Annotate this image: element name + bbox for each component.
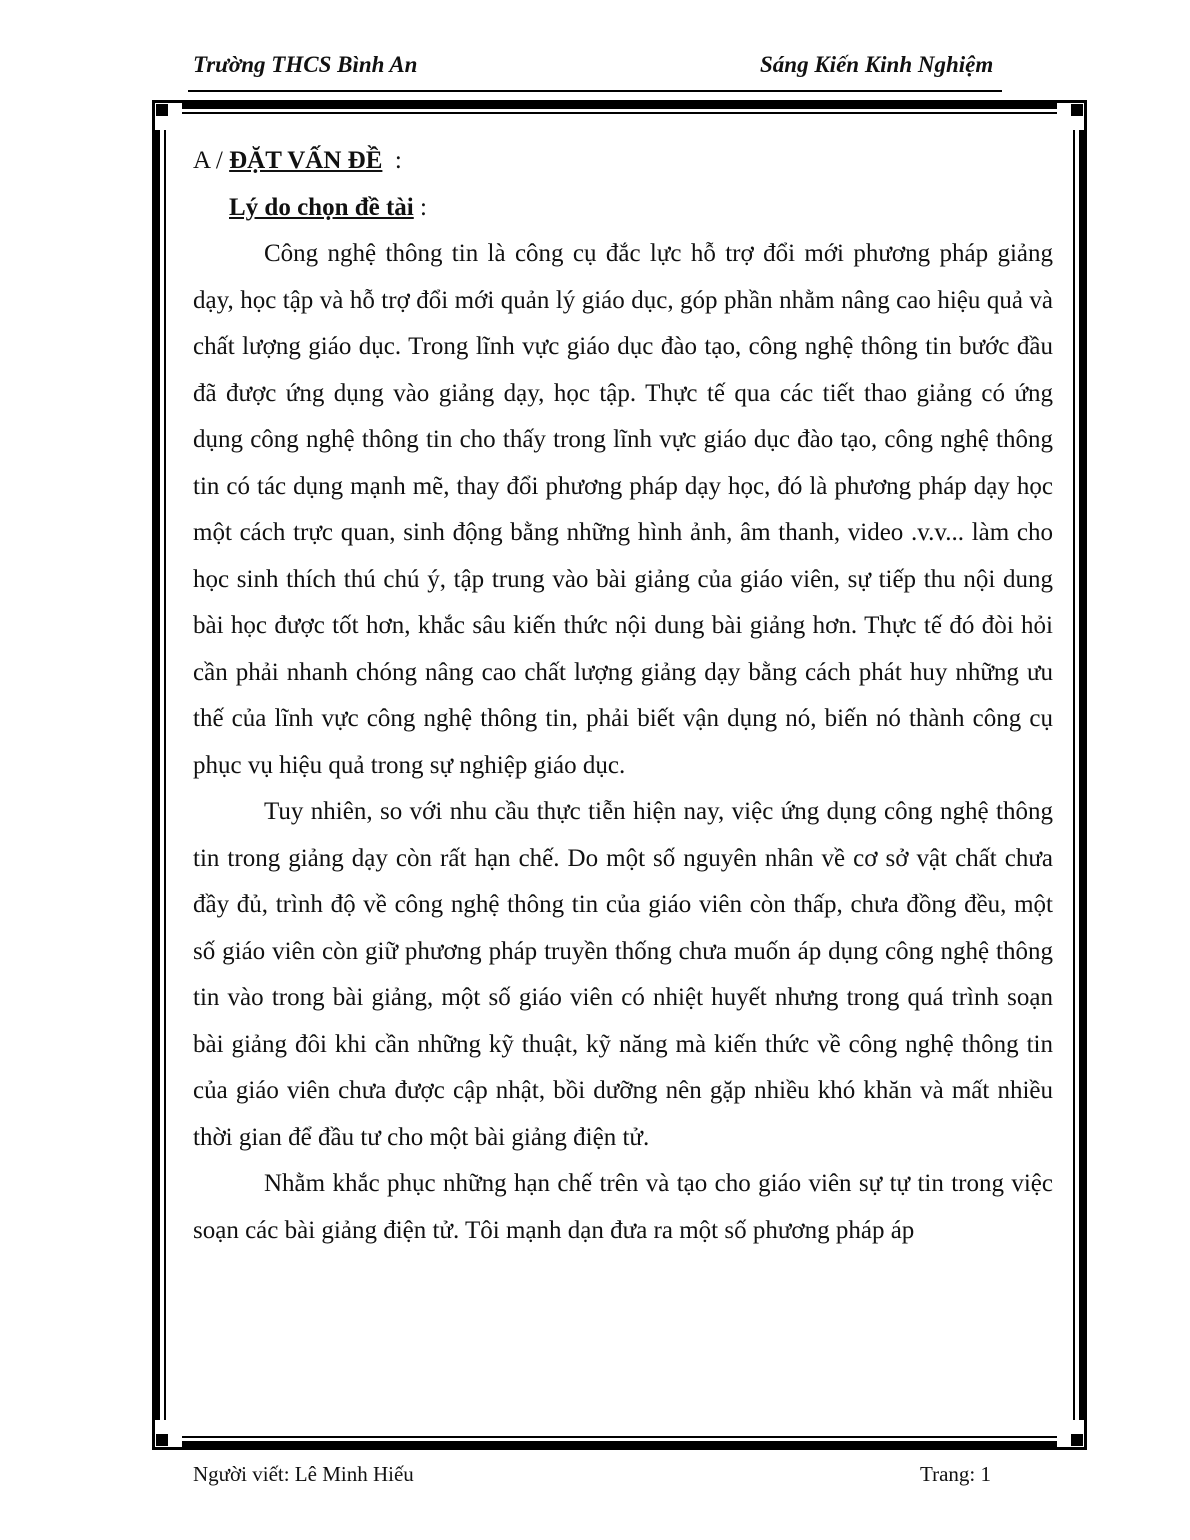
paragraph-3: Nhằm khắc phục những hạn chế trên và tạo cho giáo viên sự tự tin trong việc soạn các bài giảng điện tử. Tôi mạnh dạn đưa ra một số phương pháp áp	[193, 1170, 1053, 1244]
section-heading	[193, 138, 1053, 185]
document-body	[193, 138, 1053, 1254]
footer-author: Người viết: Lê Minh Hiếu	[193, 1462, 414, 1486]
paragraph-1: Công nghệ thông tin là công cụ đắc lực hỗ trợ đổi mới phương pháp giảng dạy, học tập và hỗ trợ đổi mới quản lý giáo dục, góp phần nhằm nâng cao hiệu quả và chất lượng giáo dục. Trong lĩnh vực giáo dục đào tạo, công nghệ thông tin bước đầu đã được ứng dụng vào giảng dạy, học tập. Thực tế qua các tiết thao giảng có ứng dụng công nghệ thông tin cho thấy trong lĩnh vực giáo dục đào tạo, công nghệ thông tin có tác dụng mạnh mẽ, thay đổi phương pháp dạy học, đó là phương pháp dạy học một cách trực quan, sinh động bằng những hình ảnh, âm thanh, video .v.v... làm cho học sinh thích thú chú ý, tập trung vào bài giảng của giáo viên, sự tiếp thu nội dung bài học được tốt hơn, khắc sâu kiến thức nội dung bài giảng hơn. Thực tế đó đòi hỏi cần phải nhanh chóng nâng cao chất lượng giảng dạy bằng cách phát huy những ưu thế của lĩnh vực công nghệ thông tin, phải biết vận dụng nó, biến nó thành công cụ phục vụ hiệu quả trong sự nghiệp giáo dục.	[193, 240, 1053, 779]
section-prefix: A /	[193, 147, 230, 174]
section-suffix: :	[382, 147, 402, 174]
subsection-heading	[193, 185, 1053, 232]
border-right	[1079, 130, 1087, 1420]
subsection-heading-text: Lý do chọn đề tài	[229, 193, 414, 221]
border-right-inner	[1073, 130, 1075, 1420]
border-left	[152, 130, 160, 1420]
border-top-inner	[182, 112, 1057, 114]
border-left-inner	[164, 130, 166, 1420]
footer-page-number: Trang: 1	[920, 1462, 991, 1486]
border-corner-bottom-right	[1055, 1418, 1087, 1450]
border-top	[182, 100, 1057, 109]
border-bottom-inner	[182, 1436, 1057, 1438]
header-school: Trường THCS Bình An	[193, 52, 418, 77]
paragraph-2: Tuy nhiên, so với nhu cầu thực tiễn hiện nay, việc ứng dụng công nghệ thông tin trong giảng dạy còn rất hạn chế. Do một số nguyên nhân về cơ sở vật chất chưa đầy đủ, trình độ về công nghệ thông tin của giáo viên còn thấp, chưa đồng đều, một số giáo viên còn giữ phương pháp truyền thống chưa muốn áp dụng công nghệ thông tin vào trong bài giảng, một số giáo viên có nhiệt huyết nhưng trong quá trình soạn bài giảng đôi khi cần những kỹ thuật, kỹ năng mà kiến thức về công nghệ thông tin của giáo viên chưa được cập nhật, bồi dưỡng nên gặp nhiều khó khăn và mất nhiều thời gian để đầu tư cho một bài giảng điện tử.	[193, 798, 1053, 1151]
border-corner-top-left	[152, 100, 184, 132]
header-title: Sáng Kiến Kinh Nghiệm	[760, 52, 994, 77]
subsection-suffix: :	[413, 193, 427, 221]
section-heading-text: ĐẶT VẤN ĐỀ	[229, 147, 383, 174]
border-corner-top-right	[1055, 100, 1087, 132]
border-corner-bottom-left	[152, 1418, 184, 1450]
border-bottom	[182, 1441, 1057, 1450]
header-rule	[188, 90, 1002, 92]
